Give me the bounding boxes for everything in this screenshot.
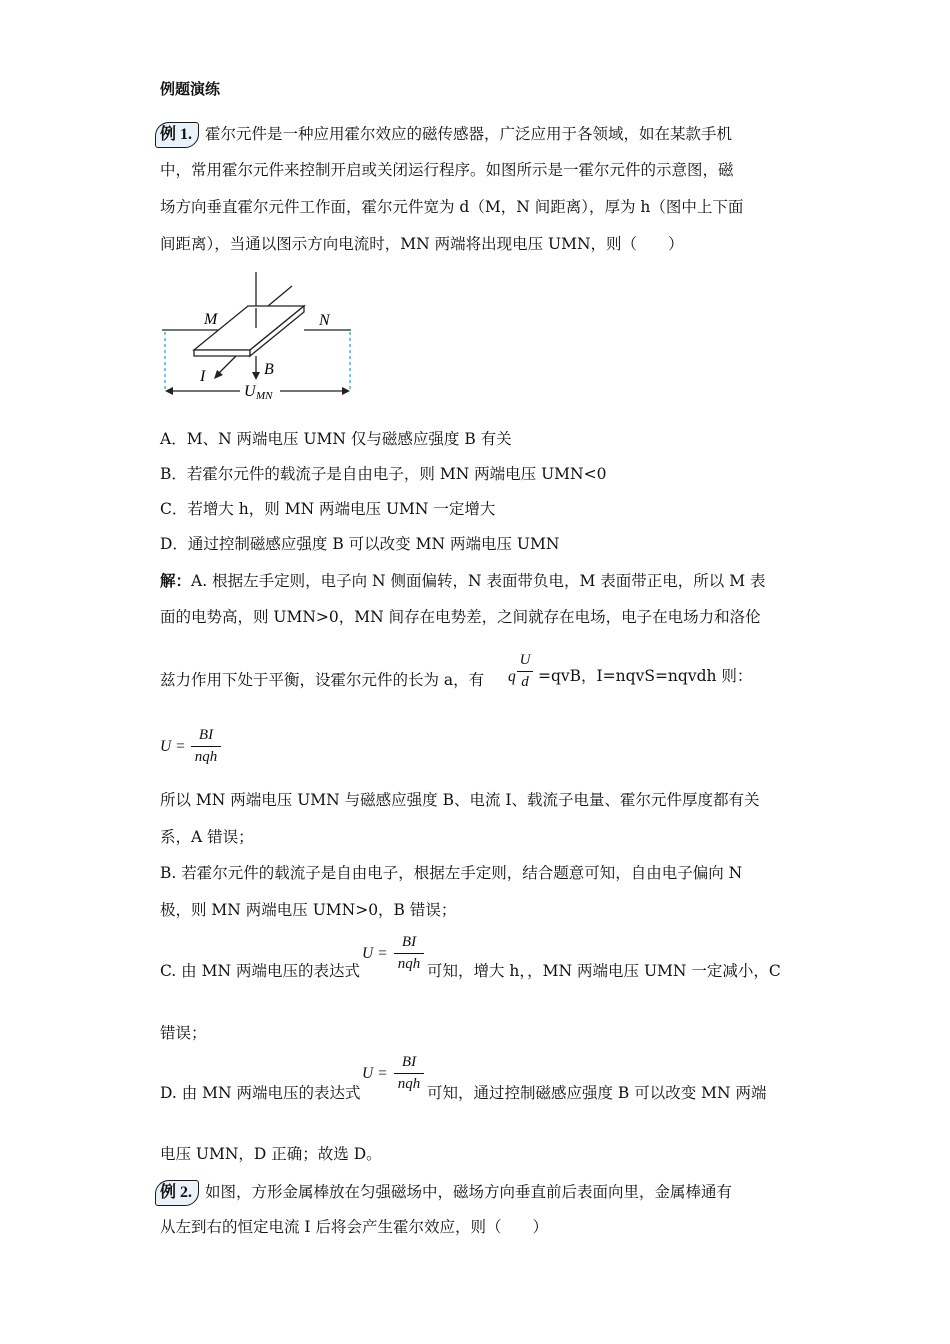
fraction-c-denominator: nqh (397, 956, 421, 972)
solution-line-10a: D. 由 MN 两端电压的表达式 (160, 1084, 361, 1102)
fraction-1-q: q (508, 668, 516, 685)
fraction-1-numerator: U (519, 652, 531, 668)
solution-label: 解： (160, 571, 192, 590)
label-U: U (244, 383, 256, 400)
example-1-line-1 (155, 122, 732, 148)
label-M: M (204, 311, 218, 328)
label-I: I (200, 368, 206, 385)
u-equals-c: U = (362, 945, 388, 962)
hall-element-figure (160, 268, 360, 403)
example-2-text: 如图，方形金属棒放在匀强磁场中，磁场方向垂直前后表面向里，金属棒通有 (205, 1183, 733, 1201)
fraction-d-bar (394, 1073, 424, 1074)
example-1-line-3: 场方向垂直霍尔元件工作面，霍尔元件宽为 d（M，N 间距离），厚为 h（图中上下面 (160, 198, 744, 216)
option-b: B．若霍尔元件的载流子是自由电子，则 MN 两端电压 UMN<0 (160, 465, 607, 483)
fraction-d-denominator: nqh (397, 1076, 421, 1092)
fraction-1-denominator: d (521, 674, 529, 690)
fraction-c-bar (394, 953, 424, 954)
solution-line-8a: C. 由 MN 两端电压的表达式 (160, 962, 360, 980)
label-U-subscript: MN (256, 390, 273, 402)
example-1-badge: 例 1. (155, 122, 199, 148)
solution-line-8b: 可知，增大 h，，MN 两端电压 UMN 一定减小，C (427, 962, 781, 980)
option-a: A．M、N 两端电压 UMN 仅与磁感应强度 B 有关 (160, 430, 512, 448)
example-1-text: 霍尔元件是一种应用霍尔效应的磁传感器，广泛应用于各领域，如在某款手机 (205, 125, 733, 143)
fraction-d (394, 1054, 424, 1093)
fraction-u-bar (191, 746, 221, 747)
solution-line-5: 系，A 错误； (160, 828, 254, 846)
solution-line-3b: =qvB，I=nqvS=nqvdh 则： (538, 667, 753, 685)
label-N: N (319, 312, 330, 329)
fraction-c-numerator: BI (401, 934, 417, 950)
fraction-u-numerator: BI (198, 727, 214, 743)
solution-line-6: B. 若霍尔元件的载流子是自由电子，根据左手定则，结合题意可知，自由电子偏向 N (160, 864, 743, 882)
solution-line-4: 所以 MN 两端电压 UMN 与磁感应强度 B、电流 I、载流子电量、霍尔元件厚度都有关 (160, 791, 760, 809)
solution-line-9: 错误； (160, 1024, 207, 1042)
option-d: D．通过控制磁感应强度 B 可以改变 MN 两端电压 UMN (160, 535, 560, 553)
solution-line-3a: 兹力作用下处于平衡，设霍尔元件的长为 a，有 (160, 671, 485, 689)
fraction-1-bar (517, 671, 533, 672)
solution-line-1 (160, 570, 766, 592)
fraction-u-denominator: nqh (194, 749, 218, 765)
example-1-line-2: 中，常用霍尔元件来控制开启或关闭运行程序。如图所示是一霍尔元件的示意图，磁 (160, 161, 734, 179)
fraction-d-numerator: BI (401, 1054, 417, 1070)
fraction-1 (517, 652, 533, 691)
example-2-line-2: 从左到右的恒定电流 I 后将会产生霍尔效应，则（ ） (160, 1218, 548, 1236)
solution-line-10b: 可知，通过控制磁感应强度 B 可以改变 MN 两端 (427, 1084, 767, 1102)
option-c: C．若增大 h，则 MN 两端电压 UMN 一定增大 (160, 500, 496, 518)
fraction-u (191, 727, 221, 766)
u-equals: U = (160, 738, 186, 755)
solution-line-2: 面的电势高，则 UMN>0，MN 间存在电势差，之间就存在电场，电子在电场力和洛伦 (160, 608, 761, 626)
u-equals-d: U = (362, 1065, 388, 1082)
solution-line-7: 极，则 MN 两端电压 UMN>0，B 错误； (160, 901, 457, 919)
solution-text: A. 根据左手定则，电子向 N 侧面偏转，N 表面带负电，M 表面带正电，所以 M 表 (191, 572, 766, 590)
label-B: B (264, 361, 274, 378)
solution-line-11: 电压 UMN，D 正确；故选 D。 (160, 1145, 382, 1163)
fraction-c (394, 934, 424, 973)
section-title: 例题演练 (160, 80, 221, 98)
example-1-line-4: 间距离），当通以图示方向电流时，MN 两端将出现电压 UMN，则（ ） (160, 235, 684, 253)
example-2-line-1 (155, 1180, 732, 1206)
example-2-badge: 例 2. (155, 1180, 199, 1206)
